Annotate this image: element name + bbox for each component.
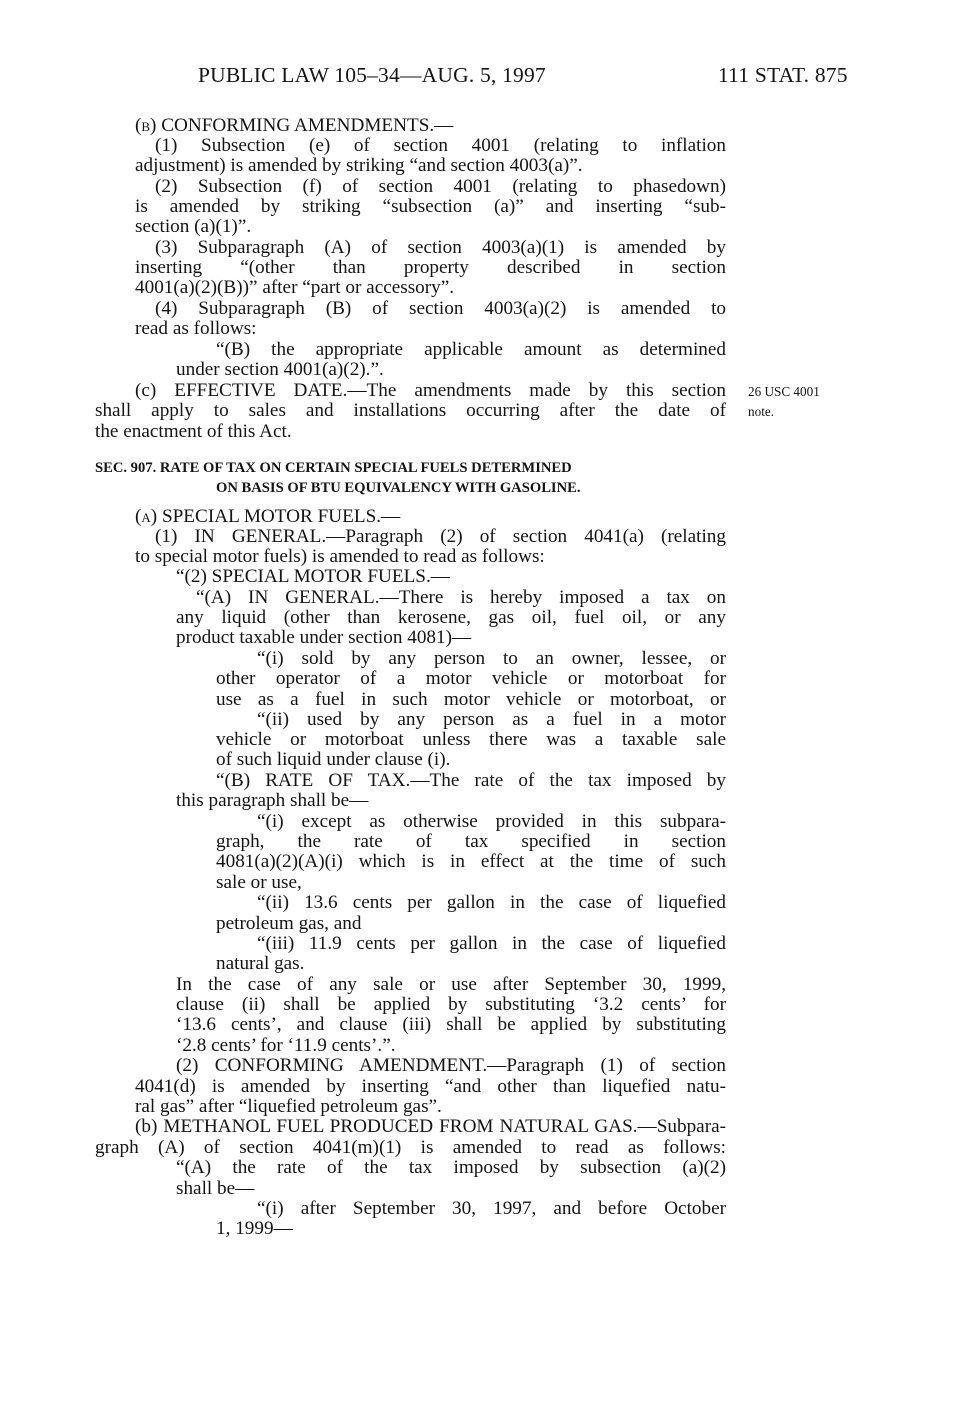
text-line: “(ii) 13.6 cents per gallon in the case of liquefied — [257, 892, 726, 913]
text-line: “(B) RATE OF TAX.—The rate of the tax imposed by — [216, 770, 726, 791]
margin-note-line2: note. — [748, 404, 775, 419]
text-line: natural gas. — [216, 953, 305, 974]
text-line: (2) Subsection (f) of section 4001 (relating to phasedown) — [155, 176, 726, 197]
text-line: “(i) sold by any person to an owner, lessee, or — [257, 648, 726, 669]
text-line: petroleum gas, and — [216, 913, 362, 934]
text-line: product taxable under section 4081)— — [176, 627, 472, 648]
text-line: vehicle or motorboat unless there was a taxable sale — [216, 729, 726, 750]
text-line: shall be— — [176, 1178, 255, 1199]
text-line: of such liquid under clause (i). — [216, 749, 451, 770]
text-line: 4001(a)(2)(B))” after “part or accessory”. — [135, 277, 455, 298]
section-heading-line2: ON BASIS OF BTU EQUIVALENCY WITH GASOLINE. — [216, 480, 581, 496]
text-line: any liquid (other than kerosene, gas oil, fuel oil, or any — [176, 607, 726, 628]
text-line: inserting “(other than property described in section — [135, 257, 726, 278]
text-line: under section 4001(a)(2).”. — [176, 359, 384, 380]
text-line: (1) IN GENERAL.—Paragraph (2) of section 4041(a) (relating — [155, 526, 726, 547]
text-line: sale or use, — [216, 872, 302, 893]
text-line: this paragraph shall be— — [176, 790, 369, 811]
text-line: is amended by striking “subsection (a)” and inserting “sub- — [135, 196, 726, 217]
text-line: (b) METHANOL FUEL PRODUCED FROM NATURAL GAS.—Subpara- — [135, 1116, 726, 1137]
header-right: 111 STAT. 875 — [718, 63, 848, 87]
header-left: PUBLIC LAW 105–34—AUG. 5, 1997 — [198, 63, 546, 87]
text-line: 4041(d) is amended by inserting “and other than liquefied natu- — [135, 1076, 726, 1097]
text-line: (3) Subparagraph (A) of section 4003(a)(1) is amended by — [155, 237, 726, 258]
section-heading-line1: SEC. 907. RATE OF TAX ON CERTAIN SPECIAL FUELS DETERMINED — [95, 460, 572, 476]
text-line: “(B) the appropriate applicable amount as determined — [216, 339, 726, 360]
text-line: “(A) the rate of the tax imposed by subsection (a)(2) — [176, 1157, 726, 1178]
text-line: use as a fuel in such motor vehicle or motorboat, or — [216, 689, 726, 710]
text-line: “(iii) 11.9 cents per gallon in the case of liquefied — [257, 933, 726, 954]
text-line: “(i) after September 30, 1997, and before October — [257, 1198, 726, 1219]
margin-note-line1: 26 USC 4001 — [748, 384, 820, 399]
text-line: 4081(a)(2)(A)(i) which is in effect at the time of such — [216, 851, 726, 872]
text-line: (4) Subparagraph (B) of section 4003(a)(2) is amended to — [155, 298, 726, 319]
text-line: other operator of a motor vehicle or motorboat for — [216, 668, 726, 689]
text-line: section (a)(1)”. — [135, 216, 252, 237]
text-line: (c) EFFECTIVE DATE.—The amendments made by this section — [135, 380, 726, 401]
text-line: the enactment of this Act. — [95, 421, 292, 442]
text-line: read as follows: — [135, 318, 257, 339]
text-line: (b) CONFORMING AMENDMENTS.— — [135, 115, 454, 136]
text-line: (a) SPECIAL MOTOR FUELS.— — [135, 506, 401, 527]
text-line: “(2) SPECIAL MOTOR FUELS.— — [176, 566, 450, 587]
text-line: (2) CONFORMING AMENDMENT.—Paragraph (1) of section — [176, 1055, 726, 1076]
text-line: adjustment) is amended by striking “and section 4003(a)”. — [135, 155, 583, 176]
text-line: 1, 1999— — [216, 1218, 293, 1239]
text-line: “(ii) used by any person as a fuel in a motor — [257, 709, 726, 730]
text-line: to special motor fuels) is amended to read as follows: — [135, 546, 545, 567]
text-line: graph (A) of section 4041(m)(1) is amended to read as follows: — [95, 1137, 726, 1158]
text-line: ‘13.6 cents’, and clause (iii) shall be applied by substituting — [176, 1014, 726, 1035]
text-line: “(i) except as otherwise provided in this subpara- — [257, 811, 726, 832]
text-line: shall apply to sales and installations occurring after the date of — [95, 400, 726, 421]
text-line: “(A) IN GENERAL.—There is hereby imposed a tax on — [196, 587, 726, 608]
text-line: ‘2.8 cents’ for ‘11.9 cents’.”. — [176, 1035, 396, 1056]
text-line: ral gas” after “liquefied petroleum gas”. — [135, 1096, 442, 1117]
text-line: clause (ii) shall be applied by substituting ‘3.2 cents’ for — [176, 994, 726, 1015]
text-line: (1) Subsection (e) of section 4001 (relating to inflation — [155, 135, 726, 156]
text-line: graph, the rate of tax specified in section — [216, 831, 726, 852]
text-line: In the case of any sale or use after September 30, 1999, — [176, 974, 726, 995]
